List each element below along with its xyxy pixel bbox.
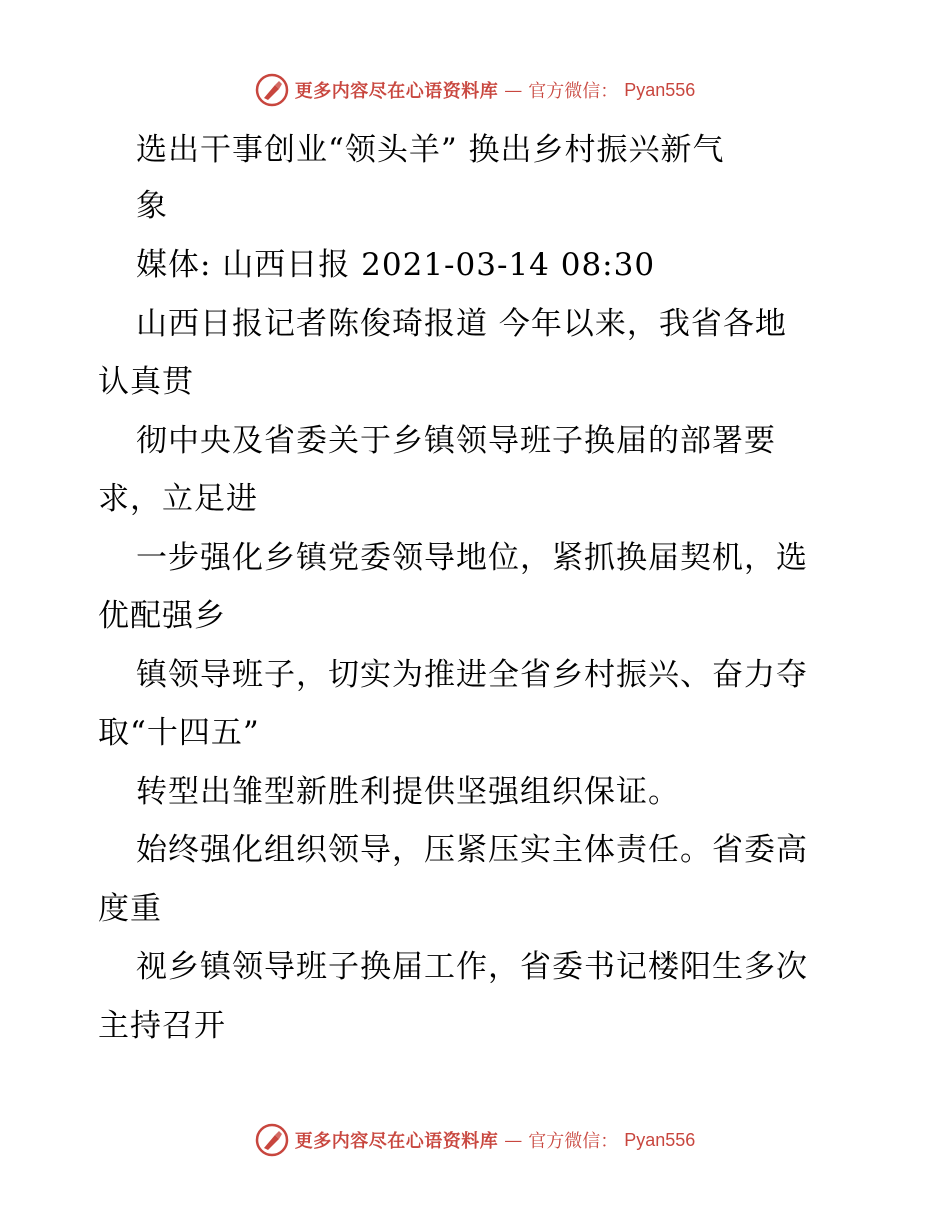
paragraph-line: 度重 [98,891,162,927]
footer-watermark [0,1120,950,1160]
paragraph-line: 求，立足进 [98,481,258,517]
watermark-wechat-id: Pyan556 [624,1129,696,1150]
watermark-dash: — [504,1129,523,1151]
article-title-line-2: 象 [136,188,168,224]
pen-nib-logo-icon [255,73,289,107]
paragraph-line: 视乡镇领导班子换届工作，省委书记楼阳生多次 [136,949,808,985]
paragraph-line: 优配强乡 [98,598,226,634]
watermark-main-text: 更多内容尽在心语资料库 [294,81,499,102]
watermark-wechat-label: 官方微信： [528,1131,619,1152]
paragraph-line: 主持召开 [98,1008,226,1044]
watermark-dash: — [504,79,523,101]
paragraph-line: 镇领导班子，切实为推进全省乡村振兴、奋力夺 [136,657,808,693]
header-watermark [0,70,950,110]
paragraph-line: 彻中央及省委关于乡镇领导班子换届的部署要 [136,423,776,459]
pen-nib-logo-icon [255,1123,289,1157]
article-source-line: 媒体: 山西日报 2021-03-14 08:30 [136,247,656,283]
article-title-line-1: 选出干事创业“领头羊” 换出乡村振兴新气 [136,132,725,168]
watermark-wechat-id: Pyan556 [624,79,696,100]
paragraph-line: 转型出雏型新胜利提供坚强组织保证。 [136,774,680,810]
paragraph-line: 山西日报记者陈俊琦报道 今年以来，我省各地 [136,306,787,342]
paragraph-line: 取“十四五” [98,715,260,751]
paragraph-line: 认真贯 [98,364,194,400]
paragraph-line: 始终强化组织领导，压紧压实主体责任。省委高 [136,832,808,868]
watermark-wechat-label: 官方微信： [528,81,619,102]
watermark-main-text: 更多内容尽在心语资料库 [294,1131,499,1152]
paragraph-line: 一步强化乡镇党委领导地位，紧抓换届契机，选 [136,540,808,576]
